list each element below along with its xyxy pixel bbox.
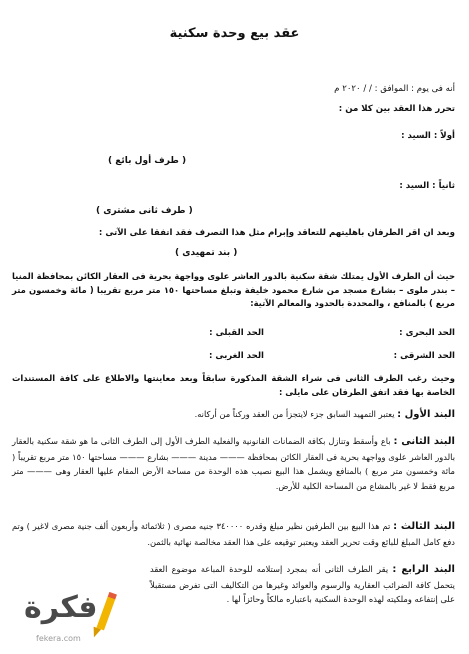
purchase-intent: وحيث رغب الطرف الثانى فى شراء الشقة المذكورة سابقاً وبعد معاينتها والاطلاع على كافة المستندات الخاصة بها فقد اتفق الطرفان على مايلى : bbox=[12, 373, 455, 397]
bound-south: الحد القبلى : bbox=[209, 328, 264, 338]
clause-label: البند الأول : bbox=[397, 409, 455, 420]
clause-label: البند الرابع : bbox=[392, 564, 455, 575]
watermark-logo bbox=[6, 586, 146, 648]
watermark-site: fekera.com bbox=[36, 634, 81, 643]
bound-west: الحد الغربى : bbox=[208, 351, 264, 361]
bound-east: الحد الشرقى : bbox=[393, 351, 455, 361]
clause-text: يعتبر التمهيد السابق جزء لايتجزأ من العقد وركناً من أركانه. bbox=[194, 409, 395, 419]
preamble-paragraph: حيث أن الطرف الأول يمتلك شقة سكنية بالدور العاشر علوى وواجهة بحرية فى العقار الكائن بمحافظة المنيا – بندر ملوى – بشارع مسجد من شارع محمود خليفة وتبلغ مساحتها ١٥٠ متر مربع تقريبا ( مائة وخمسون متر مربع ) بالمنافع ، والمحددة بالحدود والمعالم الآتية: bbox=[12, 271, 455, 308]
clause-label: البند الثالث : bbox=[393, 521, 456, 532]
clause-label: البند الثانى : bbox=[393, 436, 455, 447]
capacity-statement: وبعد ان اقر الطرفان باهليتهم للتعاقد وإبرام مثل هذا التصرف فقد اتفقا على الآتى : bbox=[98, 228, 455, 238]
clause-text: باع وأسقط وتنازل بكافة الضمانات القانونية والفعلية الطرف الأول إلى الطرف الثانى ما هو شقة سكنية بالعقار بالدور العاشر علوى وواجهة بحرية فى العقار الكائن بمحافظة ——— مدينة ——— بشارع ——— مساحتها ١٥٠ متر مربع تقريباً ( مائة وخمسون متر مربع ) بالمنافع ويشمل هذا البيع نصيب هذه الوحدة من مساحة الأرض المقام عليها العقار وهى ——— متر مربع فقط لا غير بالمشاع من المساحة الكلية للأرض. bbox=[12, 436, 455, 491]
clause-third bbox=[12, 519, 455, 549]
clause-text: تم هذا البيع بين الطرفين نظير مبلغ وقدره ٣٤٠٠٠٠ جنيه مصرى ( ثلاثمائة وأربعون ألف جنية مصرى لاغير ) وتم دفع كامل المبلغ للبائع وقت تحرير العقد ويعتبر توقيعه على هذا العقد مخالصة نهائية بالثمن. bbox=[12, 521, 455, 547]
second-party-label: ثانياً : السيد : bbox=[399, 181, 455, 191]
clause-text: يقر الطرف الثانى أنه بمجرد إستلامه للوحدة المباعة موضوع العقد يتحمل كافة الضرائب العقارية والرسوم والعوائد وغيرها من التكاليف التى تفرض مستقبلاً على إنتفاعه وملكيته لهذه الوحدة السكنية باعتباره مالكاً وحائزاً لها . bbox=[150, 564, 455, 604]
clause-second bbox=[12, 434, 455, 493]
preamble-heading: ( بند تمهيدى ) bbox=[175, 248, 238, 258]
second-party-role: ( طرف ثانى مشترى ) bbox=[96, 206, 193, 216]
between-line: تحرر هذا العقد بين كلا من : bbox=[338, 104, 455, 114]
first-party-role: ( طرف أول بائع ) bbox=[108, 156, 187, 166]
watermark-brand: فكرة bbox=[24, 590, 98, 625]
first-party-label: أولاً : السيد : bbox=[401, 131, 455, 141]
clause-first bbox=[12, 407, 455, 423]
clause-fourth bbox=[150, 562, 455, 607]
date-line: أنه فى يوم : الموافق : / / ٢٠٢٠ م bbox=[334, 84, 455, 94]
document-title: عقد بيع وحدة سكنية bbox=[169, 26, 300, 41]
bound-north: الحد البحرى : bbox=[399, 328, 455, 338]
